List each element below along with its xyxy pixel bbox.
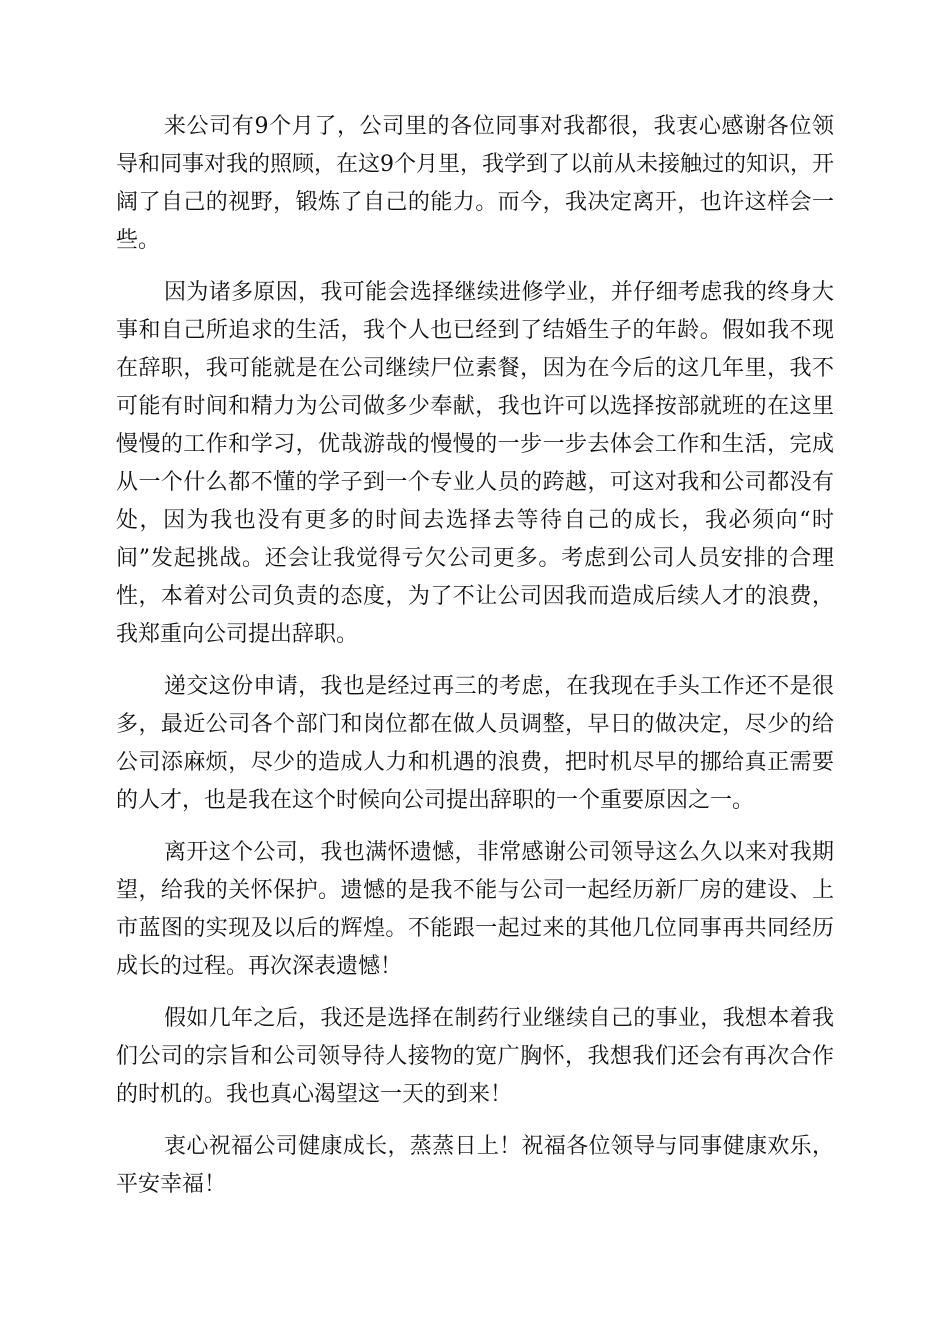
paragraph-blessing: 衷心祝福公司健康成长，蒸蒸日上！祝福各位领导与同事健康欢乐，平安幸福！ (116, 1134, 834, 1197)
paragraph-reasons: 因为诸多原因，我可能会选择继续进修学业，并仔细考虑我的终身大事和自己所追求的生活，我个人也已经到了结婚生子的年龄。假如我不现在辞职，我可能就是在公司继续尸位素餐，因为在今后的这几年里，我不可能有时间和精力为公司做多少奉献，我也许可以选择按部就班的在这里慢慢的工作和学习，优哉游哉的慢慢的一步一步去体会工作和生活，完成从一个什么都不懂的学子到一个专业人员的跨越，可这对我和公司都没有处，因为我也没有更多的时间去选择去等待自己的成长，我必须向“时间”发起挑战。还会让我觉得亏欠公司更多。考虑到公司人员安排的合理性，本着对公司负责的态度，为了不让公司因我而造成后续人才的浪费，我郑重向公司提出辞职。 (116, 280, 834, 647)
paragraph-regret: 离开这个公司，我也满怀遗憾，非常感谢公司领导这么久以来对我期望，给我的关怀保护。遗憾的是我不能与公司一起经历新厂房的建设、上市蓝图的实现及以后的辉煌。不能跟一起过来的其他几位同事再共同经历成长的过程。再次深表遗憾！ (116, 840, 834, 979)
paragraph-intro: 来公司有9个月了，公司里的各位同事对我都很，我衷心感谢各位领导和同事对我的照顾，在这9个月里，我学到了以前从未接触过的知识，开阔了自己的视野，锻炼了自己的能力。而今，我决定离开，也许这样会一些。 (116, 114, 834, 253)
paragraph-future: 假如几年之后，我还是选择在制药行业继续自己的事业，我想本着我们公司的宗旨和公司领导待人接物的宽广胸怀，我想我们还会有再次合作的时机的。我也真心渴望这一天的到来！ (116, 1006, 834, 1107)
paragraph-submission: 递交这份申请，我也是经过再三的考虑，在我现在手头工作还不是很多，最近公司各个部门和岗位都在做人员调整，早日的做决定，尽少的给公司添麻烦，尽少的造成人力和机遇的浪费，把时机尽早的挪给真正需要的人才，也是我在这个时候向公司提出辞职的一个重要原因之一。 (116, 674, 834, 813)
